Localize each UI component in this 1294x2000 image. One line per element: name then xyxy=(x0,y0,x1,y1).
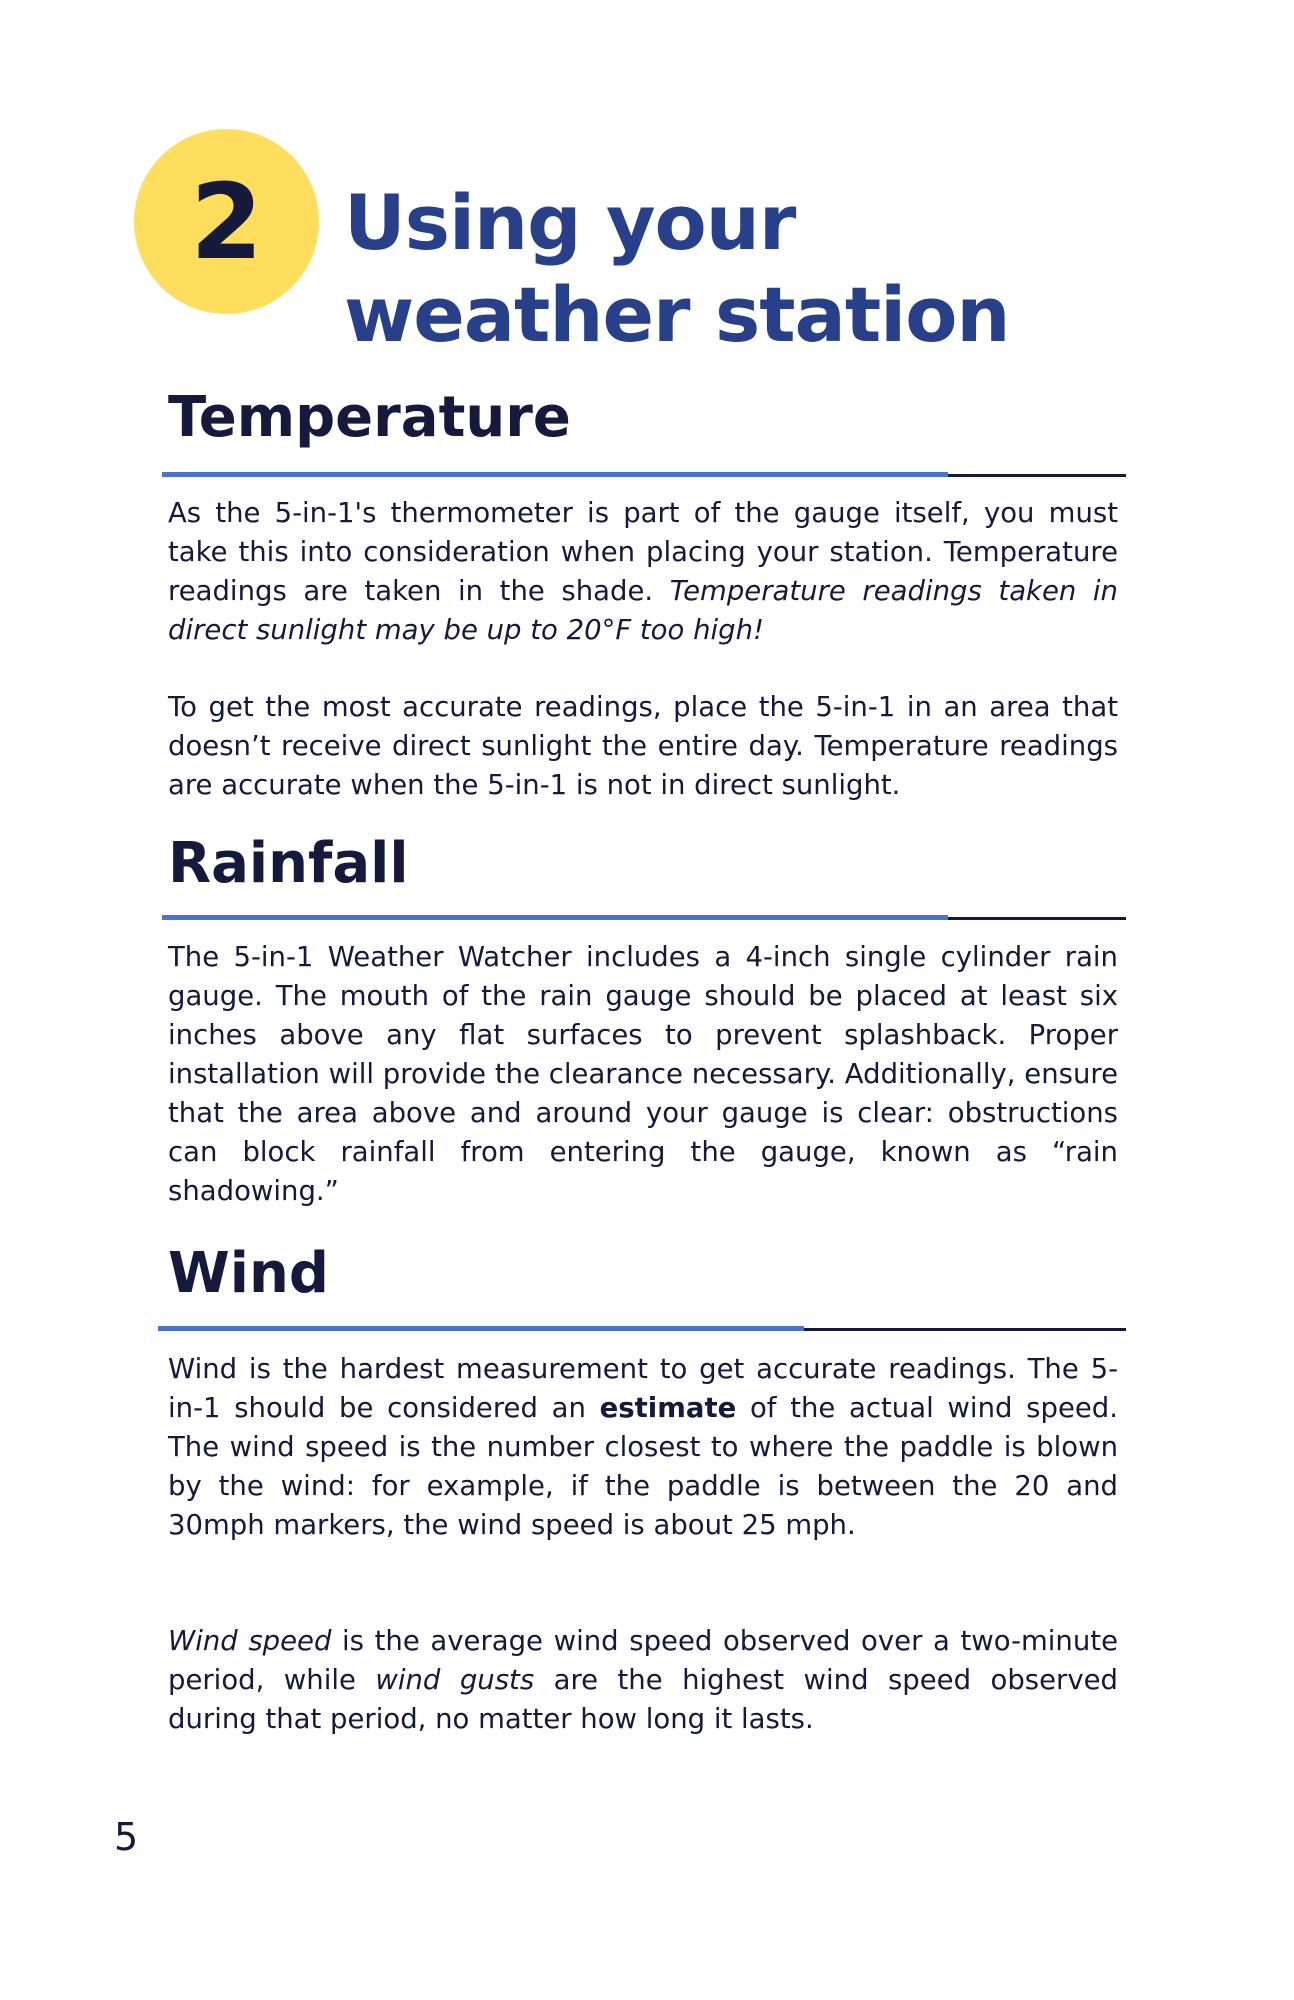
page-title-line-1: Using your xyxy=(344,177,796,267)
page-number: 5 xyxy=(114,1815,139,1859)
section-divider-accent xyxy=(158,1326,804,1331)
section-heading-rainfall: Rainfall xyxy=(168,831,409,896)
wind-text-emphasis: estimate xyxy=(599,1392,737,1424)
temperature-warning: Temperature readings taken in direct sunlight may be up to 20°F too high! xyxy=(168,575,1118,646)
wind-gusts-term: wind gusts xyxy=(375,1664,535,1696)
chapter-number: 2 xyxy=(190,160,263,283)
section-heading-temperature: Temperature xyxy=(168,385,571,450)
wind-text-c: of the actual wind speed. The wind speed is the number closest to where the paddle is blown by the wind: for example, if the paddle is between the 20 and 30mph markers, the wind speed is about 25 mph. xyxy=(168,1392,1118,1541)
rainfall-paragraph-1: The 5-in-1 Weather Watcher includes a 4-inch single cylinder rain gauge. The mouth of the rain gauge should be placed at least six inches above any flat surfaces to prevent splashback. Proper installation will provide the clearance necessary. Additionally, ensure that the area above and around your gauge is clear: obstructions can block rainfall from entering the gauge, known as “rain shadowing.” xyxy=(168,941,1118,1207)
wind-text-d: is the average wind speed observed over a two-minute period, while xyxy=(168,1625,1118,1696)
temperature-paragraph-1 xyxy=(168,494,1118,650)
section-divider-accent xyxy=(162,472,948,477)
wind-text-a: Wind is the hardest measurement to get accurate readings. The 5-in-1 should be considered an xyxy=(168,1353,1118,1424)
page-title-line-2: weather station xyxy=(344,269,1010,359)
temperature-text: As the 5-in-1's thermometer is part of the gauge itself, you must take this into consideration when placing your station. Temperature readings are taken in the shade. xyxy=(168,497,1118,607)
section-divider-accent xyxy=(162,915,948,920)
wind-text-e: are the highest wind speed observed during that period, no matter how long it lasts. xyxy=(168,1664,1118,1735)
section-heading-wind: Wind xyxy=(168,1241,329,1306)
wind-speed-term: Wind speed xyxy=(168,1625,332,1657)
chapter-number-badge xyxy=(134,129,319,314)
wind-paragraph-2 xyxy=(168,1622,1118,1739)
page-title xyxy=(344,177,1010,361)
wind-paragraph-1 xyxy=(168,1350,1118,1545)
temperature-paragraph-2: To get the most accurate readings, place the 5-in-1 in an area that doesn’t receive direct sunlight the entire day. Temperature readings are accurate when the 5-in-1 is not in direct sunlight. xyxy=(168,691,1118,801)
